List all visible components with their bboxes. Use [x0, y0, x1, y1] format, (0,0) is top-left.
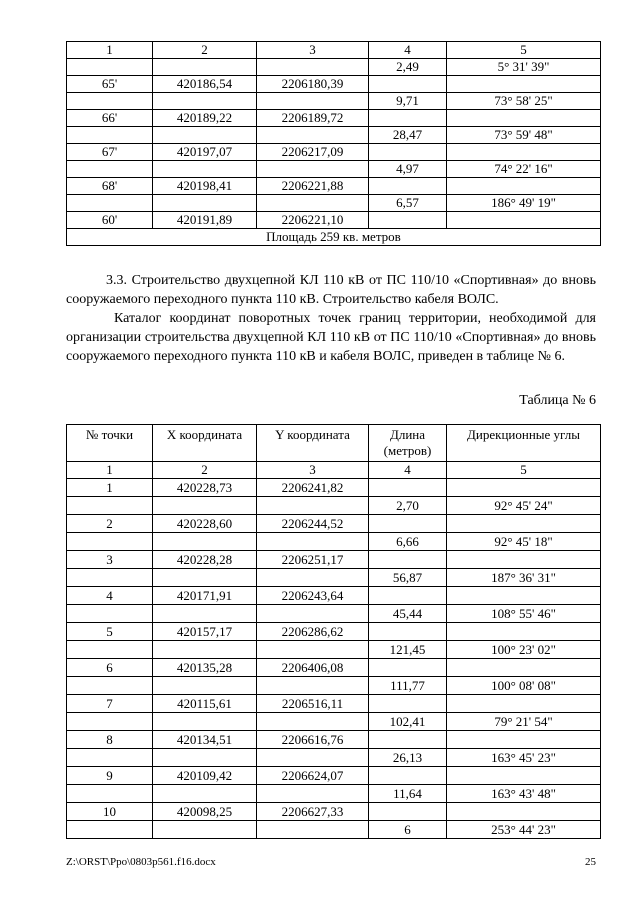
table-cell [257, 677, 369, 695]
table-cell: 6,66 [369, 533, 447, 551]
table-cell: 420186,54 [153, 76, 257, 93]
table-cell: 420228,28 [153, 551, 257, 569]
table-cell: 121,45 [369, 641, 447, 659]
table-cell: 11,64 [369, 785, 447, 803]
table-cell [257, 533, 369, 551]
table-row [67, 59, 601, 76]
column-number-cell: 2 [153, 462, 257, 479]
table-cell: 111,77 [369, 677, 447, 695]
table-cell [67, 59, 153, 76]
table-cell [447, 144, 601, 161]
table-cell [67, 93, 153, 110]
table-cell [447, 695, 601, 713]
table-cell: 2,49 [369, 59, 447, 76]
table-cell [369, 110, 447, 127]
table-cell: 6 [369, 821, 447, 839]
table-row [67, 76, 601, 93]
table-cell [257, 127, 369, 144]
column-number-cell: 3 [257, 462, 369, 479]
column-number-cell: 4 [369, 462, 447, 479]
table-cell: 92° 45' 24" [447, 497, 601, 515]
table-cell [447, 479, 601, 497]
table-cell [153, 127, 257, 144]
table-cell: 2206241,82 [257, 479, 369, 497]
table-cell [369, 587, 447, 605]
table-cell: 420098,25 [153, 803, 257, 821]
table-cell: 2206251,17 [257, 551, 369, 569]
table-cell: 67' [67, 144, 153, 161]
table-cell [67, 605, 153, 623]
table-cell [67, 713, 153, 731]
table-cell [369, 515, 447, 533]
table-cell [447, 767, 601, 785]
table-cell: 420134,51 [153, 731, 257, 749]
column-number-cell: 1 [67, 462, 153, 479]
table-cell: 73° 58' 25" [447, 93, 601, 110]
table-cell: 73° 59' 48" [447, 127, 601, 144]
table-cell [257, 161, 369, 178]
table-cell: 1 [67, 479, 153, 497]
table-cell: 420191,89 [153, 212, 257, 229]
table-cell: 6,57 [369, 195, 447, 212]
table-cell [153, 497, 257, 515]
table-cell: 420197,07 [153, 144, 257, 161]
table-cell [257, 605, 369, 623]
table-cell [153, 821, 257, 839]
table-cell: 102,41 [369, 713, 447, 731]
table-cell: 5 [67, 623, 153, 641]
table-cell: 2206616,76 [257, 731, 369, 749]
table-cell: 420109,42 [153, 767, 257, 785]
table-cell: 65' [67, 76, 153, 93]
table-cell: 3 [67, 551, 153, 569]
table-cell: 253° 44' 23" [447, 821, 601, 839]
table-cell [67, 127, 153, 144]
coordinates-table-continued [66, 41, 601, 246]
table-cell: 420171,91 [153, 587, 257, 605]
table-row [67, 821, 601, 839]
table-cell: 4 [67, 587, 153, 605]
table-cell [447, 76, 601, 93]
header-direction-angles: Дирекционные углы [447, 425, 601, 462]
table-cell [369, 551, 447, 569]
table-cell [369, 178, 447, 195]
table-cell: 420228,73 [153, 479, 257, 497]
table-cell: 420189,22 [153, 110, 257, 127]
table-cell: 7 [67, 695, 153, 713]
table-cell: 100° 08' 08" [447, 677, 601, 695]
table-cell [67, 641, 153, 659]
table-cell: 420135,28 [153, 659, 257, 677]
table-row [67, 731, 601, 749]
table-cell: 45,44 [369, 605, 447, 623]
table-cell [447, 110, 601, 127]
area-row [67, 229, 601, 246]
table-row [67, 497, 601, 515]
table-row [67, 515, 601, 533]
table-cell: 187° 36' 31" [447, 569, 601, 587]
table-row [67, 110, 601, 127]
table-body [67, 42, 601, 246]
table-cell [447, 587, 601, 605]
table-cell [257, 749, 369, 767]
table-row [67, 641, 601, 659]
table-cell [257, 59, 369, 76]
table-cell [257, 821, 369, 839]
table-caption: Таблица № 6 [519, 393, 596, 408]
table-cell: 10 [67, 803, 153, 821]
table-cell [67, 677, 153, 695]
table-cell [153, 569, 257, 587]
table-row [67, 695, 601, 713]
table-row [67, 144, 601, 161]
table-cell: 2206217,09 [257, 144, 369, 161]
table-cell [369, 479, 447, 497]
table-cell [447, 803, 601, 821]
table-cell: 92° 45' 18" [447, 533, 601, 551]
table-cell [67, 821, 153, 839]
table-cell [153, 605, 257, 623]
table-cell: 2,70 [369, 497, 447, 515]
table-cell: 420115,61 [153, 695, 257, 713]
table-row [67, 569, 601, 587]
table-cell [369, 803, 447, 821]
table-cell: 163° 43' 48" [447, 785, 601, 803]
table-cell: 2206624,07 [257, 767, 369, 785]
table-cell [153, 195, 257, 212]
table-cell: 108° 55' 46" [447, 605, 601, 623]
table-row [67, 605, 601, 623]
table-cell: 2206243,64 [257, 587, 369, 605]
table-cell [257, 641, 369, 659]
table-cell [369, 695, 447, 713]
table-cell: 2206286,62 [257, 623, 369, 641]
table-cell: 74° 22' 16" [447, 161, 601, 178]
header-x-coordinate: X координата [153, 425, 257, 462]
column-number-cell: 1 [67, 42, 153, 59]
table-row [67, 93, 601, 110]
table-cell: 2206221,10 [257, 212, 369, 229]
header-length: Длина (метров) [369, 425, 447, 462]
table-cell [257, 713, 369, 731]
column-number-cell: 5 [447, 462, 601, 479]
table-cell [153, 59, 257, 76]
table-cell: 100° 23' 02" [447, 641, 601, 659]
table-cell [447, 623, 601, 641]
table-cell [67, 195, 153, 212]
table-body [67, 462, 601, 839]
table-cell: 56,87 [369, 569, 447, 587]
table-cell: 420228,60 [153, 515, 257, 533]
table-cell [447, 731, 601, 749]
table-cell: 2206180,39 [257, 76, 369, 93]
column-number-row [67, 42, 601, 59]
table-row [67, 212, 601, 229]
table-cell: 66' [67, 110, 153, 127]
table-cell [369, 144, 447, 161]
table-row [67, 479, 601, 497]
table-row [67, 767, 601, 785]
table-row [67, 785, 601, 803]
table-cell: 2206516,11 [257, 695, 369, 713]
column-number-cell: 3 [257, 42, 369, 59]
table-row [67, 161, 601, 178]
table-cell: 26,13 [369, 749, 447, 767]
table-cell [257, 195, 369, 212]
table-row [67, 551, 601, 569]
table-cell [369, 731, 447, 749]
table-row [67, 587, 601, 605]
table-cell [153, 641, 257, 659]
table-cell [153, 785, 257, 803]
section-heading-paragraph: 3.3. Строительство двухцепной КЛ 110 кВ от ПС 110/10 «Спортивная» до вновь сооружаемого переходного пункта 110 кВ. Строительство кабеля ВОЛС. [66, 273, 596, 307]
body-paragraph: Каталог координат поворотных точек границ территории, необходимой для организации строительства двухцепной КЛ 110 кВ от ПС 110/10 «Спортивная» до вновь сооружаемого переходного пункта 110 кВ и кабеля ВОЛС, приведен в таблице № 6. [66, 311, 596, 364]
header-y-coordinate: Y координата [257, 425, 369, 462]
table-cell: 28,47 [369, 127, 447, 144]
table-cell [447, 551, 601, 569]
table-cell: 420198,41 [153, 178, 257, 195]
table-cell [369, 767, 447, 785]
table-cell: 68' [67, 178, 153, 195]
column-number-row [67, 462, 601, 479]
table-cell [369, 623, 447, 641]
table-header-row [67, 425, 601, 462]
table-cell: 2206627,33 [257, 803, 369, 821]
table-cell [153, 93, 257, 110]
table-cell: 163° 45' 23" [447, 749, 601, 767]
table-row [67, 677, 601, 695]
table-row [67, 178, 601, 195]
table-cell [447, 178, 601, 195]
table-row [67, 195, 601, 212]
table-cell: 420157,17 [153, 623, 257, 641]
table-cell: 6 [67, 659, 153, 677]
table-cell [67, 161, 153, 178]
table-cell [369, 212, 447, 229]
table-cell: 9 [67, 767, 153, 785]
table-row [67, 127, 601, 144]
table-cell [447, 212, 601, 229]
table-cell: 60' [67, 212, 153, 229]
table-row [67, 713, 601, 731]
table-cell: 2206189,72 [257, 110, 369, 127]
table-cell [153, 749, 257, 767]
column-number-cell: 2 [153, 42, 257, 59]
table-cell [153, 533, 257, 551]
table-cell [369, 659, 447, 677]
table-cell [257, 785, 369, 803]
table-cell [257, 497, 369, 515]
table-row [67, 659, 601, 677]
table-cell [67, 785, 153, 803]
table-cell: 2206406,08 [257, 659, 369, 677]
column-number-cell: 5 [447, 42, 601, 59]
table-cell [67, 749, 153, 767]
table-cell: 79° 21' 54" [447, 713, 601, 731]
table-cell [67, 533, 153, 551]
table-cell [257, 569, 369, 587]
table-cell: 9,71 [369, 93, 447, 110]
table-cell: 4,97 [369, 161, 447, 178]
footer-page-number: 25 [585, 856, 596, 868]
table-cell [67, 569, 153, 587]
table-cell: 2 [67, 515, 153, 533]
table-row [67, 623, 601, 641]
table-row [67, 533, 601, 551]
footer-file-path: Z:\ORST\Ppo\0803p561.f16.docx [66, 856, 216, 868]
table-cell [67, 497, 153, 515]
column-number-cell: 4 [369, 42, 447, 59]
area-total-cell: Площадь 259 кв. метров [67, 229, 601, 246]
table-cell: 2206244,52 [257, 515, 369, 533]
table-row [67, 749, 601, 767]
table-cell [447, 659, 601, 677]
table-cell [369, 76, 447, 93]
table-cell: 2206221,88 [257, 178, 369, 195]
header-point-number: № точки [67, 425, 153, 462]
table-cell: 8 [67, 731, 153, 749]
table-cell: 186° 49' 19" [447, 195, 601, 212]
table-cell [447, 515, 601, 533]
table-cell [153, 677, 257, 695]
table-cell [153, 713, 257, 731]
table-cell [257, 93, 369, 110]
table-row [67, 803, 601, 821]
coordinates-table-6 [66, 424, 601, 839]
table-cell: 5° 31' 39" [447, 59, 601, 76]
table-cell [153, 161, 257, 178]
